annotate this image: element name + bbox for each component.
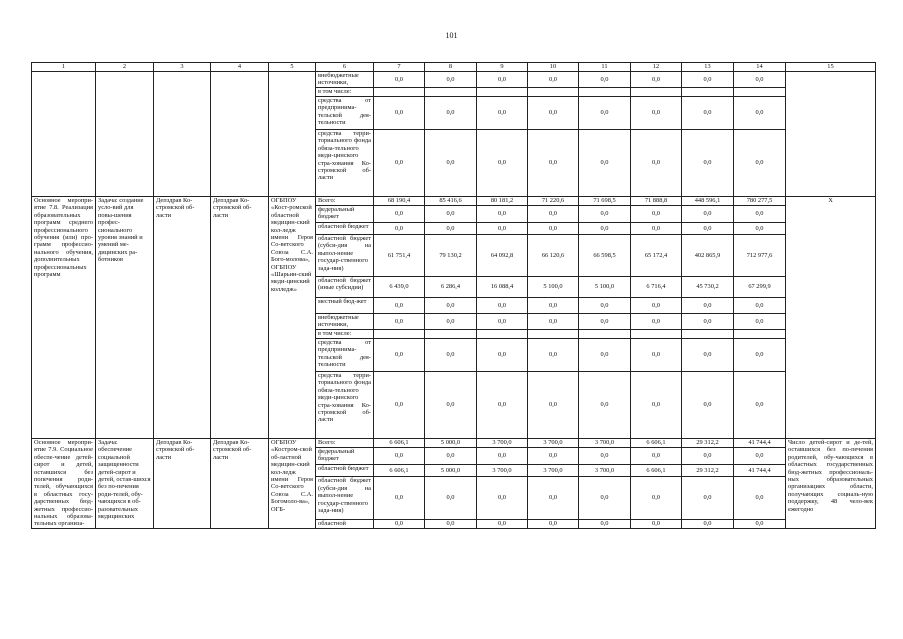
cell-empty — [96, 72, 154, 197]
cell-amount: 0,0 — [579, 519, 631, 528]
cell-empty — [528, 330, 579, 339]
cell-funding-source: средства от предпринима-тельской дея-тельности — [316, 339, 374, 372]
cell-funding-source: областной бюджет — [316, 465, 374, 477]
cell-amount: 0,0 — [425, 223, 477, 235]
cell-amount: 0,0 — [425, 130, 477, 197]
cell-amount: 0,0 — [425, 339, 477, 372]
cell-empty — [579, 88, 631, 97]
cell-amount: 0,0 — [477, 448, 528, 465]
header-cell: 12 — [631, 63, 682, 72]
header-cell: 13 — [682, 63, 734, 72]
cell-amount: 66 598,5 — [579, 235, 631, 277]
cell-amount: 3 700,0 — [528, 439, 579, 448]
cell-amount: 0,0 — [682, 477, 734, 519]
cell-amount: 71 888,8 — [631, 197, 682, 206]
cell-amount: 0,0 — [631, 477, 682, 519]
cell-amount: 0,0 — [528, 298, 579, 314]
cell-empty — [32, 72, 96, 197]
cell-amount: 0,0 — [425, 314, 477, 330]
program-table — [31, 62, 876, 529]
cell-amount: 0,0 — [734, 339, 786, 372]
cell-amount: 0,0 — [528, 97, 579, 130]
cell-amount: 0,0 — [528, 372, 579, 439]
cell-funding-source: в том числе: — [316, 330, 374, 339]
cell-amount: 0,0 — [734, 314, 786, 330]
cell-funding-source: в том числе: — [316, 88, 374, 97]
cell-amount: 0,0 — [477, 72, 528, 88]
cell-funding-source: средства от предпринима-тельской дея-тельности — [316, 97, 374, 130]
cell-amount: 0,0 — [528, 206, 579, 223]
cell-task: Задача: обеспечение социальной защищенности детей-сирот и детей, остав-шихся без по-печения роди-телей, обу-чающихся в об-разовательных медицинских — [96, 439, 154, 529]
cell-empty — [425, 88, 477, 97]
cell-amount: 0,0 — [374, 97, 425, 130]
header-cell: 14 — [734, 63, 786, 72]
cell-amount: 0,0 — [682, 372, 734, 439]
cell-funding-source: областной — [316, 519, 374, 528]
cell-amount: 0,0 — [374, 223, 425, 235]
cell-amount: 0,0 — [682, 298, 734, 314]
cell-amount: 0,0 — [682, 130, 734, 197]
header-cell: 3 — [154, 63, 211, 72]
cell-empty — [477, 88, 528, 97]
cell-amount: 6 286,4 — [425, 277, 477, 298]
cell-participants: ОГБПОУ «Кост-ромской областной медицин-ский кол-ледж имени Героя Со-ветского Союза С.А. Бого-молова», ОГБПОУ «Шарьин-ский меди-цинский колледж» — [269, 197, 316, 439]
cell-amount: 0,0 — [477, 372, 528, 439]
cell-amount: 0,0 — [631, 448, 682, 465]
cell-amount: 0,0 — [374, 339, 425, 372]
cell-amount: 402 865,9 — [682, 235, 734, 277]
header-cell: 11 — [579, 63, 631, 72]
cell-amount: 0,0 — [374, 130, 425, 197]
cell-amount: 0,0 — [734, 477, 786, 519]
cell-amount: 0,0 — [425, 72, 477, 88]
cell-empty — [154, 72, 211, 197]
cell-funding-source: Всего: — [316, 197, 374, 206]
cell-amount: 0,0 — [425, 298, 477, 314]
cell-amount: 0,0 — [682, 314, 734, 330]
header-row — [32, 63, 876, 72]
cell-amount: 0,0 — [477, 339, 528, 372]
cell-amount: 0,0 — [682, 72, 734, 88]
cell-amount: 0,0 — [682, 519, 734, 528]
cell-amount: 0,0 — [528, 519, 579, 528]
cell-amount: 0,0 — [425, 97, 477, 130]
cell-amount: 5 100,0 — [579, 277, 631, 298]
header-cell: 4 — [211, 63, 269, 72]
cell-result — [786, 72, 876, 197]
cell-amount: 0,0 — [579, 206, 631, 223]
header-cell: 15 — [786, 63, 876, 72]
cell-amount: 0,0 — [477, 130, 528, 197]
cell-amount: 0,0 — [374, 72, 425, 88]
cell-funding-source: федеральный бюджет — [316, 448, 374, 465]
cell-amount: 0,0 — [579, 339, 631, 372]
cell-amount: 0,0 — [374, 477, 425, 519]
cell-amount: 0,0 — [631, 130, 682, 197]
cell-amount: 0,0 — [579, 448, 631, 465]
cell-amount: 0,0 — [579, 477, 631, 519]
cell-amount: 3 700,0 — [528, 465, 579, 477]
cell-amount: 5 000,0 — [425, 439, 477, 448]
cell-amount: 0,0 — [734, 223, 786, 235]
cell-funding-source: областной бюджет (субси-дия на выпол-нение государ-ственного зада-ния) — [316, 477, 374, 519]
cell-empty — [631, 88, 682, 97]
cell-funding-source: средства терри-ториального фонда обяза-тельного меди-цинского стра-хования Ко-стромской об-ласти — [316, 372, 374, 439]
cell-amount: 6 606,1 — [631, 439, 682, 448]
cell-amount: 0,0 — [734, 519, 786, 528]
cell-amount: 79 130,2 — [425, 235, 477, 277]
cell-amount: 0,0 — [477, 477, 528, 519]
cell-amount: 0,0 — [528, 477, 579, 519]
header-cell: 1 — [32, 63, 96, 72]
cell-funding-source: федеральный бюджет — [316, 206, 374, 223]
cell-amount: 0,0 — [477, 519, 528, 528]
cell-amount: 0,0 — [682, 339, 734, 372]
table-row — [32, 197, 876, 206]
cell-amount: 66 120,6 — [528, 235, 579, 277]
cell-amount: 0,0 — [374, 206, 425, 223]
cell-task: Задача: создание усло-вий для повы-шения профес-сионального уровня знаний и умений ме-дицинских ра-ботников — [96, 197, 154, 439]
cell-amount: 0,0 — [631, 72, 682, 88]
cell-amount: 0,0 — [579, 223, 631, 235]
cell-amount: 3 700,0 — [477, 439, 528, 448]
cell-amount: 6 439,0 — [374, 277, 425, 298]
cell-empty — [682, 88, 734, 97]
cell-amount: 712 977,6 — [734, 235, 786, 277]
cell-result: X — [786, 197, 876, 439]
header-cell: 2 — [96, 63, 154, 72]
cell-amount: 71 220,6 — [528, 197, 579, 206]
cell-empty — [374, 330, 425, 339]
cell-amount: 41 744,4 — [734, 465, 786, 477]
cell-amount: 5 100,0 — [528, 277, 579, 298]
page-number: 101 — [445, 31, 458, 40]
cell-amount: 0,0 — [374, 372, 425, 439]
cell-amount: 0,0 — [631, 314, 682, 330]
cell-empty — [734, 330, 786, 339]
cell-amount: 0,0 — [528, 314, 579, 330]
cell-funding-source: местный бюд-жет — [316, 298, 374, 314]
cell-coordinator: Депздрав Ко-стромской об-ласти — [154, 197, 211, 439]
cell-amount: 0,0 — [374, 519, 425, 528]
cell-amount: 0,0 — [734, 206, 786, 223]
cell-amount: 0,0 — [528, 130, 579, 197]
cell-amount: 448 596,1 — [682, 197, 734, 206]
cell-amount: 0,0 — [579, 130, 631, 197]
header-cell: 9 — [477, 63, 528, 72]
header-cell: 6 — [316, 63, 374, 72]
cell-amount: 29 312,2 — [682, 465, 734, 477]
cell-amount: 0,0 — [631, 372, 682, 439]
cell-funding-source: средства терри-ториального фонда обяза-тельного меди-цинского стра-хования Ко-стромской об-ласти — [316, 130, 374, 197]
cell-amount: 0,0 — [631, 298, 682, 314]
cell-amount: 0,0 — [734, 72, 786, 88]
cell-amount: 3 700,0 — [579, 465, 631, 477]
cell-amount: 29 312,2 — [682, 439, 734, 448]
cell-amount: 0,0 — [528, 448, 579, 465]
cell-amount: 0,0 — [631, 519, 682, 528]
cell-amount: 0,0 — [579, 97, 631, 130]
cell-empty — [477, 330, 528, 339]
cell-amount: 0,0 — [477, 97, 528, 130]
header-cell: 5 — [269, 63, 316, 72]
cell-funding-source: внебюджетные источники, — [316, 314, 374, 330]
table-row — [32, 72, 876, 88]
cell-amount: 0,0 — [631, 206, 682, 223]
cell-amount: 0,0 — [734, 448, 786, 465]
cell-amount: 45 730,2 — [682, 277, 734, 298]
cell-amount: 0,0 — [528, 339, 579, 372]
cell-amount: 64 092,8 — [477, 235, 528, 277]
cell-amount: 6 716,4 — [631, 277, 682, 298]
cell-amount: 16 088,4 — [477, 277, 528, 298]
header-cell: 8 — [425, 63, 477, 72]
cell-empty — [425, 330, 477, 339]
cell-funding-source: Всего: — [316, 439, 374, 448]
cell-amount: 0,0 — [477, 206, 528, 223]
cell-amount: 0,0 — [425, 448, 477, 465]
cell-amount: 41 744,4 — [734, 439, 786, 448]
cell-amount: 0,0 — [682, 448, 734, 465]
cell-empty — [374, 88, 425, 97]
cell-amount: 0,0 — [477, 314, 528, 330]
cell-funding-source: областной бюджет — [316, 223, 374, 235]
cell-amount: 0,0 — [579, 298, 631, 314]
cell-event: Основное меропри-ятие 7.9. Социальное обеспе-чение детей-сирот и детей, оставшихся без попечения роди-телей, обучающихся в областных госу-дарственных бюд-жетных профессио-нальных образова-тельных организа- — [32, 439, 96, 529]
cell-amount: 6 606,1 — [374, 465, 425, 477]
cell-amount: 0,0 — [477, 298, 528, 314]
cell-funding-source: областной бюджет (иные субсидии) — [316, 277, 374, 298]
cell-amount: 6 606,1 — [374, 439, 425, 448]
cell-result: Число детей-сирот и де-тей, оставшихся без по-печения родителей, обу-чающихся в областных государственных бюд-жетных профессиональ-ных образовательных организациях области, получающих социаль-ную поддержку, 48 чело-век ежегодно — [786, 439, 876, 529]
cell-executor: Депздрав Ко-стромской об-ласти — [211, 197, 269, 439]
cell-amount: 71 698,5 — [579, 197, 631, 206]
cell-amount: 0,0 — [734, 130, 786, 197]
cell-amount: 80 181,2 — [477, 197, 528, 206]
cell-amount: 0,0 — [682, 206, 734, 223]
cell-executor: Депздрав Ко-стромской об-ласти — [211, 439, 269, 529]
cell-amount: 0,0 — [734, 298, 786, 314]
cell-amount: 85 416,6 — [425, 197, 477, 206]
cell-amount: 0,0 — [579, 372, 631, 439]
cell-amount: 0,0 — [631, 223, 682, 235]
cell-amount: 0,0 — [425, 206, 477, 223]
cell-amount: 3 700,0 — [579, 439, 631, 448]
cell-coordinator: Депздрав Ко-стромской об-ласти — [154, 439, 211, 529]
cell-empty — [211, 72, 269, 197]
cell-amount: 0,0 — [579, 314, 631, 330]
table-row — [32, 439, 876, 448]
cell-event: Основное меропри-ятие 7.8. Реализация образовательных программ среднего профессионального обучения (или) про-грамм профессио-нального обучения, дополнительных профессиональных программ — [32, 197, 96, 439]
cell-amount: 3 700,0 — [477, 465, 528, 477]
cell-empty — [269, 72, 316, 197]
cell-participants: ОГБПОУ «Костром-ской об-ластной медицин-ский кол-ледж имени Героя Со-ветского Союза С.А. Богомоло-ва», ОГБ- — [269, 439, 316, 529]
cell-amount: 0,0 — [682, 223, 734, 235]
cell-amount: 0,0 — [374, 314, 425, 330]
cell-funding-source: областной бюджет (субси-дия на выпол-нение государ-ственного зада-ния) — [316, 235, 374, 277]
cell-amount: 780 277,5 — [734, 197, 786, 206]
cell-amount: 6 606,1 — [631, 465, 682, 477]
cell-amount: 0,0 — [425, 372, 477, 439]
cell-amount: 0,0 — [477, 223, 528, 235]
cell-amount: 0,0 — [734, 372, 786, 439]
cell-amount: 68 190,4 — [374, 197, 425, 206]
cell-amount: 0,0 — [631, 97, 682, 130]
cell-empty — [682, 330, 734, 339]
header-cell: 10 — [528, 63, 579, 72]
cell-empty — [579, 330, 631, 339]
cell-funding-source: внебюджетные источники, — [316, 72, 374, 88]
cell-amount: 0,0 — [579, 72, 631, 88]
cell-amount: 0,0 — [682, 97, 734, 130]
cell-amount: 0,0 — [425, 477, 477, 519]
cell-amount: 65 172,4 — [631, 235, 682, 277]
cell-amount: 0,0 — [374, 448, 425, 465]
cell-amount: 0,0 — [374, 298, 425, 314]
cell-amount: 0,0 — [734, 97, 786, 130]
cell-amount: 0,0 — [528, 223, 579, 235]
cell-amount: 0,0 — [425, 519, 477, 528]
cell-amount: 0,0 — [528, 72, 579, 88]
header-cell: 7 — [374, 63, 425, 72]
cell-amount: 67 299,9 — [734, 277, 786, 298]
cell-empty — [734, 88, 786, 97]
cell-amount: 61 751,4 — [374, 235, 425, 277]
cell-empty — [631, 330, 682, 339]
cell-amount: 5 000,0 — [425, 465, 477, 477]
cell-empty — [528, 88, 579, 97]
cell-amount: 0,0 — [631, 339, 682, 372]
